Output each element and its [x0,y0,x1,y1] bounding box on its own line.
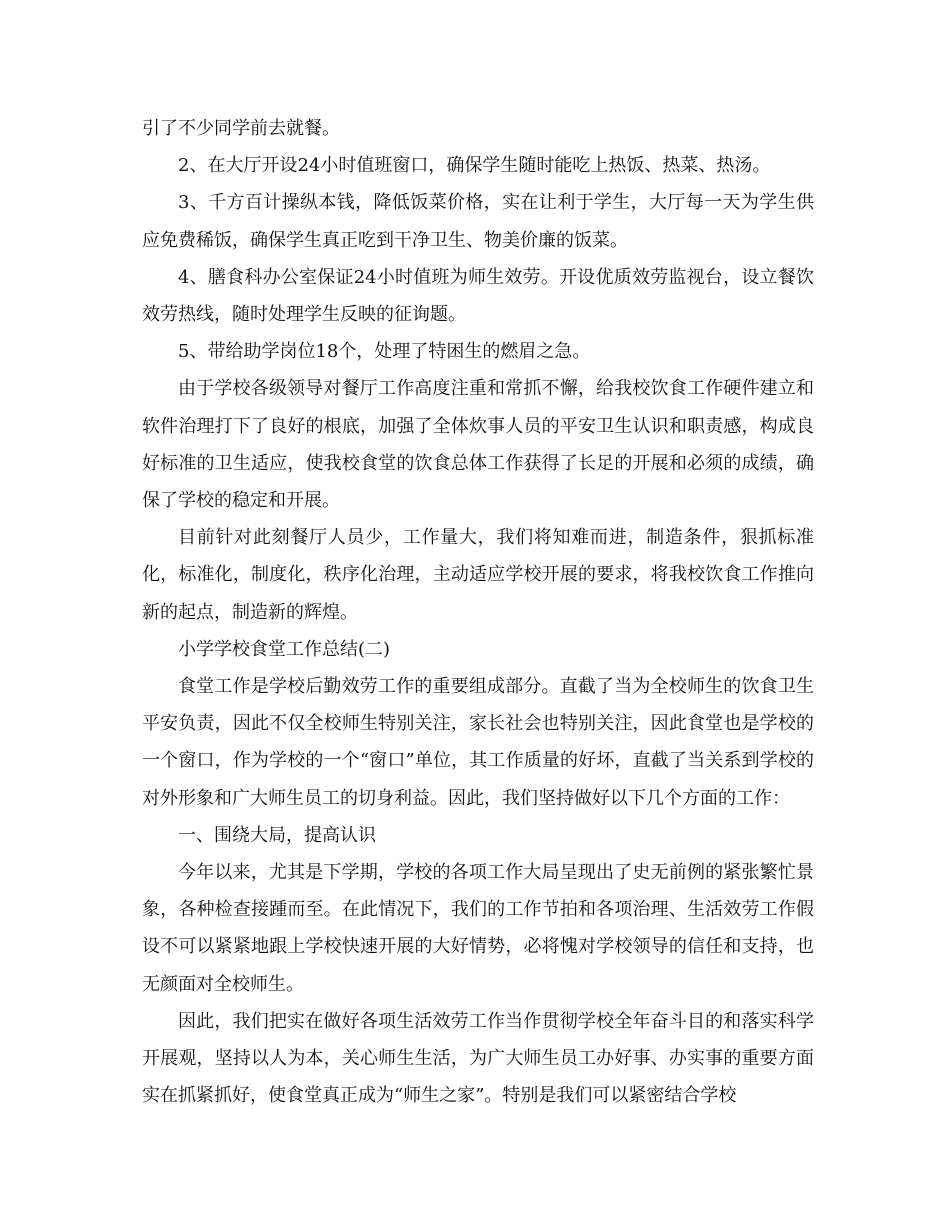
paragraph-5: 5、带给助学岗位18个，处理了特困生的燃眉之急。 [178,341,591,363]
paragraph-9: 今年以来，尤其是下学期，学校的各项工作大局呈现出了史无前例的紧张繁忙景象，各种检查接踵而至。在此情况下，我们的工作节拍和各项治理、生活效劳工作假设不可以紧紧地跟上学校快速开展的大好情势，必将愧对学校领导的信任和支持，也无颜面对全校师生。 [142,862,814,995]
paragraph-8: 食堂工作是学校后勤效劳工作的重要组成部分。直截了当为全校师生的饮食卫生平安负责，因此不仅全校师生特别关注，家长社会也特别关注，因此食堂也是学校的一个窗口，作为学校的一个“窗口”单位，其工作质量的好坏，直截了当关系到学校的对外形象和广大师生员工的切身利益。因此，我们坚持做好以下几个方面的工作： [142,676,814,809]
paragraph-6: 由于学校各级领导对餐厅工作高度注重和常抓不懈，给我校饮食工作硬件建立和软件治理打下了良好的根底，加强了全体炊事人员的平安卫生认识和职责感，构成良好标准的卫生适应，使我校食堂的饮食总体工作获得了长足的开展和必须的成绩，确保了学校的稳定和开展。 [142,378,814,512]
paragraph-4: 4、膳食科办公室保证24小时值班为师生效劳。开设优质效劳监视台，设立餐饮效劳热线，随时处理学生反映的征询题。 [142,266,814,326]
paragraph-10: 因此，我们把实在做好各项生活效劳工作当作贯彻学校全年奋斗目的和落实科学开展观，坚持以人为本，关心师生生活，为广大师生员工办好事、办实事的重要方面实在抓紧抓好，使食堂真正成为“师生之家”。特别是我们可以紧密结合学校 [142,1010,814,1107]
paragraph-2: 2、在大厅开设24小时值班窗口，确保学生随时能吃上热饭、热菜、热汤。 [178,155,771,177]
paragraph-7: 目前针对此刻餐厅人员少，工作量大，我们将知难而进，制造条件，狠抓标准化，标准化，制度化，秩序化治理，主动适应学校开展的要求，将我校饮食工作推向新的起点，制造新的辉煌。 [142,527,814,623]
subheading-1: 一、围绕大局，提高认识 [178,824,376,846]
document-body [142,110,814,1114]
paragraph-3: 3、千方百计操纵本钱，降低饭菜价格，实在让利于学生，大厅每一天为学生供应免费稀饭，确保学生真正吃到干净卫生、物美价廉的饭菜。 [142,192,814,251]
section-heading-2: 小学学校食堂工作总结(二) [178,638,391,660]
paragraph-1: 引了不少同学前去就餐。 [142,118,340,139]
